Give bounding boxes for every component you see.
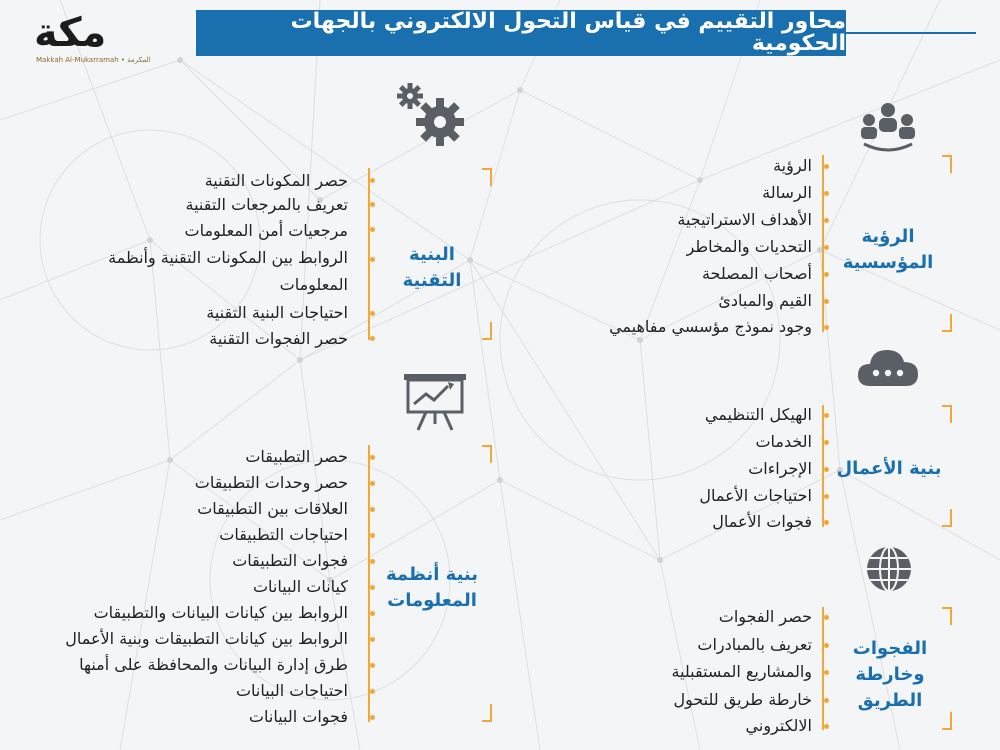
- bracket-vision-right-bot: [942, 330, 952, 332]
- team-icon: [858, 100, 918, 152]
- section-label-tech: البنية التقنية: [402, 244, 462, 291]
- section-label-infosys: بنية أنظمة المعلومات: [385, 564, 479, 611]
- list-item: الإجراءات: [748, 459, 812, 478]
- list-item: فجوات البيانات: [248, 707, 348, 726]
- list-item: كيانات البيانات: [252, 577, 348, 596]
- bracket-vision-right-top: [942, 155, 952, 157]
- list-item: فجوات التطبيقات: [232, 551, 348, 570]
- bracket-business-right-bot: [942, 525, 952, 527]
- bracket-tech-right-bot: [482, 338, 492, 340]
- bracket-gaps-left: [822, 607, 824, 730]
- bullet: [370, 481, 375, 486]
- bullet: [370, 227, 375, 232]
- bullet: [370, 559, 375, 564]
- bullet: [370, 455, 375, 460]
- list-item: حصر المكونات التقنية: [204, 171, 348, 190]
- list-item: الروابط بين المكونات التقنية وأنظمة: [108, 248, 348, 267]
- bullet: [370, 585, 375, 590]
- section-label-gaps: الفجوات وخارطة الطريق: [852, 638, 928, 711]
- list-item: احتياجات البنية التقنية: [206, 303, 348, 322]
- bracket-gaps-right-bot: [942, 728, 952, 730]
- list-item: خارطة طريق للتحول: [673, 690, 812, 709]
- bracket-tech-right-top: [482, 168, 492, 170]
- bracket-tech-right: [490, 168, 492, 186]
- bullet: [824, 413, 829, 418]
- bullet: [824, 724, 829, 729]
- logo: [34, 8, 166, 70]
- list-item: احتياجات الأعمال: [699, 486, 812, 505]
- list-item: التحديات والمخاطر: [686, 237, 812, 256]
- bullet: [370, 311, 375, 316]
- bullet: [370, 178, 375, 183]
- bullet: [370, 533, 375, 538]
- list-item: مرجعيات أمن المعلومات: [184, 221, 348, 240]
- page-title: محاور التقييم في قياس التحول الالكتروني بالجهات الحكومية: [196, 10, 846, 56]
- bullet: [370, 689, 375, 694]
- list-item: العلاقات بين التطبيقات: [197, 499, 348, 518]
- bullet: [824, 615, 829, 620]
- bracket-business-right: [950, 405, 952, 423]
- list-item: حصر وحدات التطبيقات: [194, 473, 348, 492]
- list-item: وجود نموذج مؤسسي مفاهيمي: [609, 317, 812, 336]
- bullet: [370, 507, 375, 512]
- bullet: [824, 440, 829, 445]
- bracket-vision-right: [950, 155, 952, 173]
- bullet: [824, 245, 829, 250]
- bullet: [824, 698, 829, 703]
- list-item: الأهداف الاستراتيجية: [677, 210, 812, 229]
- list-item: الالكتروني: [745, 716, 812, 735]
- section-label-vision: الرؤية المؤسسية: [842, 226, 934, 273]
- cloud-icon: [856, 346, 920, 388]
- bracket-vision-left: [822, 155, 824, 332]
- bullet: [824, 272, 829, 277]
- bullet: [824, 218, 829, 223]
- gears-icon: [396, 82, 468, 148]
- logo-subtext: Makkah Al-Mukarramah • المكرمة: [36, 56, 151, 64]
- bullet: [824, 494, 829, 499]
- bracket-infosys-right-top: [482, 445, 492, 447]
- list-item: الرسالة: [762, 183, 812, 202]
- bullet: [824, 670, 829, 675]
- bracket-business-left: [822, 405, 824, 527]
- list-item: الروابط بين كيانات البيانات والتطبيقات: [93, 603, 348, 622]
- bullet: [824, 325, 829, 330]
- list-item: فجوات الأعمال: [712, 512, 812, 531]
- presentation-chart-icon: [402, 372, 468, 432]
- list-item: والمشاريع المستقبلية: [671, 662, 812, 681]
- list-item: تعريف بالمرجعات التقنية: [185, 195, 348, 214]
- bracket-infosys-left: [368, 445, 370, 722]
- bullet: [824, 520, 829, 525]
- section-label-business: بنية الأعمال: [836, 458, 942, 479]
- list-item: حصر الفجوات: [718, 607, 812, 626]
- list-item: احتياجات التطبيقات: [219, 525, 348, 544]
- list-item: تعريف بالمبادرات: [697, 635, 812, 654]
- list-item: المعلومات: [279, 275, 348, 294]
- bracket-gaps-right-top: [942, 607, 952, 609]
- list-item: احتياجات البيانات: [235, 681, 348, 700]
- bullet: [824, 299, 829, 304]
- list-item: أصحاب المصلحة: [701, 264, 812, 283]
- list-item: الخدمات: [755, 432, 812, 451]
- bullet: [370, 637, 375, 642]
- globe-icon: [864, 544, 914, 594]
- bullet: [370, 336, 375, 341]
- title-underline: [846, 32, 976, 34]
- bullet: [824, 164, 829, 169]
- list-item: الرؤية: [773, 156, 812, 175]
- bullet: [370, 715, 375, 720]
- list-item: حصر التطبيقات: [245, 447, 348, 466]
- bullet: [824, 467, 829, 472]
- list-item: الهيكل التنظيمي: [704, 405, 812, 424]
- list-item: طرق إدارة البيانات والمحافظة على أمنها: [79, 655, 348, 674]
- bracket-infosys-right: [490, 445, 492, 463]
- bullet: [370, 611, 375, 616]
- bracket-gaps-right: [950, 607, 952, 625]
- bullet: [370, 257, 375, 262]
- list-item: حصر الفجوات التقنية: [209, 329, 348, 348]
- bullet: [370, 663, 375, 668]
- list-item: القيم والمبادئ: [718, 291, 812, 310]
- bullet: [824, 191, 829, 196]
- bracket-infosys-right-bot: [482, 720, 492, 722]
- list-item: الروابط بين كيانات التطبيقات وبنية الأعمال: [65, 629, 348, 648]
- logo-wordmark: مكة: [34, 10, 107, 56]
- bracket-business-right-top: [942, 405, 952, 407]
- bullet: [370, 202, 375, 207]
- bullet: [824, 643, 829, 648]
